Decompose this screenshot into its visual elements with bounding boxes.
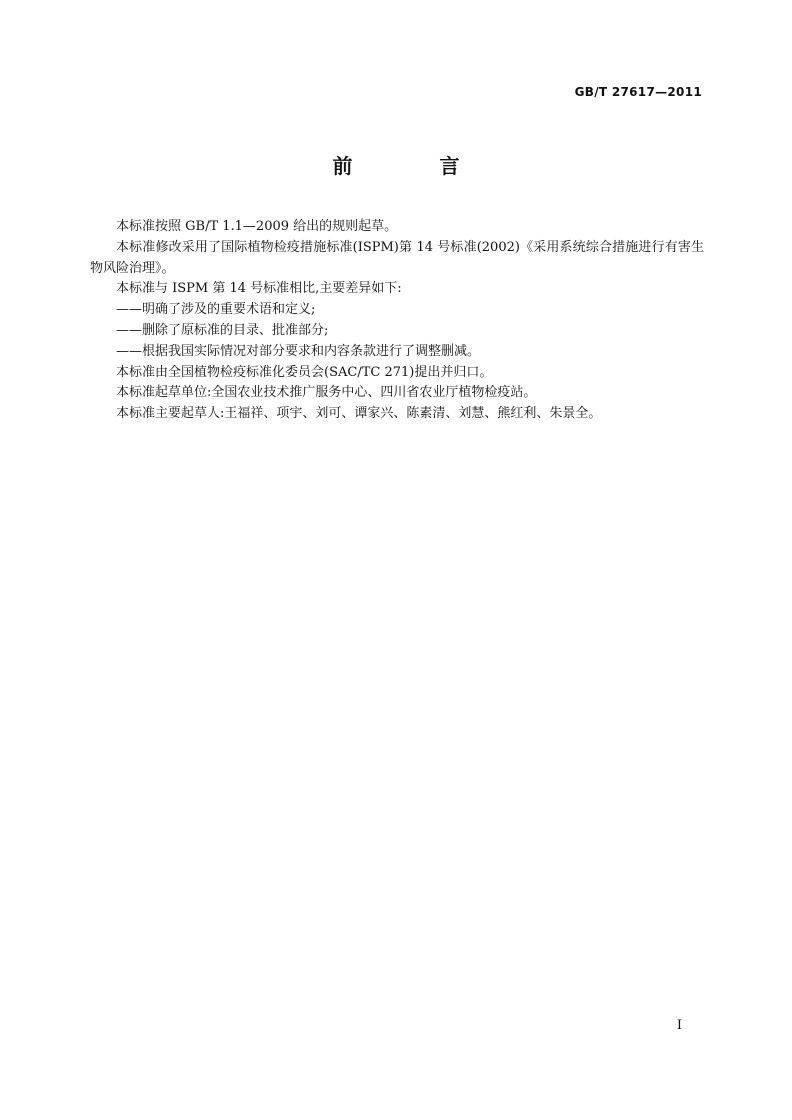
paragraph-differences-intro: 本标准与 ISPM 第 14 号标准相比,主要差异如下:: [116, 281, 402, 297]
difference-item: ——根据我国实际情况对部分要求和内容条款进行了调整删减。: [116, 343, 481, 359]
page-number: I: [676, 1018, 682, 1033]
paragraph-drafting-rules: 本标准按照 GB/T 1.1—2009 给出的规则起草。: [116, 219, 398, 234]
page-title: 前 言: [332, 154, 500, 178]
paragraph-ispm-adoption: 本标准修改采用了国际植物检疫措施标准(ISPM)第 14 号标准(2002)《采用系统综合措施进行有害生物风险治理》。: [90, 239, 704, 276]
difference-item: ——明确了涉及的重要术语和定义;: [116, 302, 316, 318]
difference-item: ——删除了原标准的目录、批准部分;: [116, 322, 329, 338]
paragraph-drafters: 本标准主要起草人:王福祥、项宇、刘可、谭家兴、陈素清、刘慧、熊红利、朱景全。: [116, 406, 602, 422]
document-number: GB/T 27617—2011: [574, 85, 702, 99]
paragraph-drafting-units: 本标准起草单位:全国农业技术推广服务中心、四川省农业厅植物检疫站。: [116, 385, 537, 401]
paragraph-proposer: 本标准由全国植物检疫标准化委员会(SAC/TC 271)提出并归口。: [116, 364, 493, 380]
foreword-body: [90, 217, 704, 425]
